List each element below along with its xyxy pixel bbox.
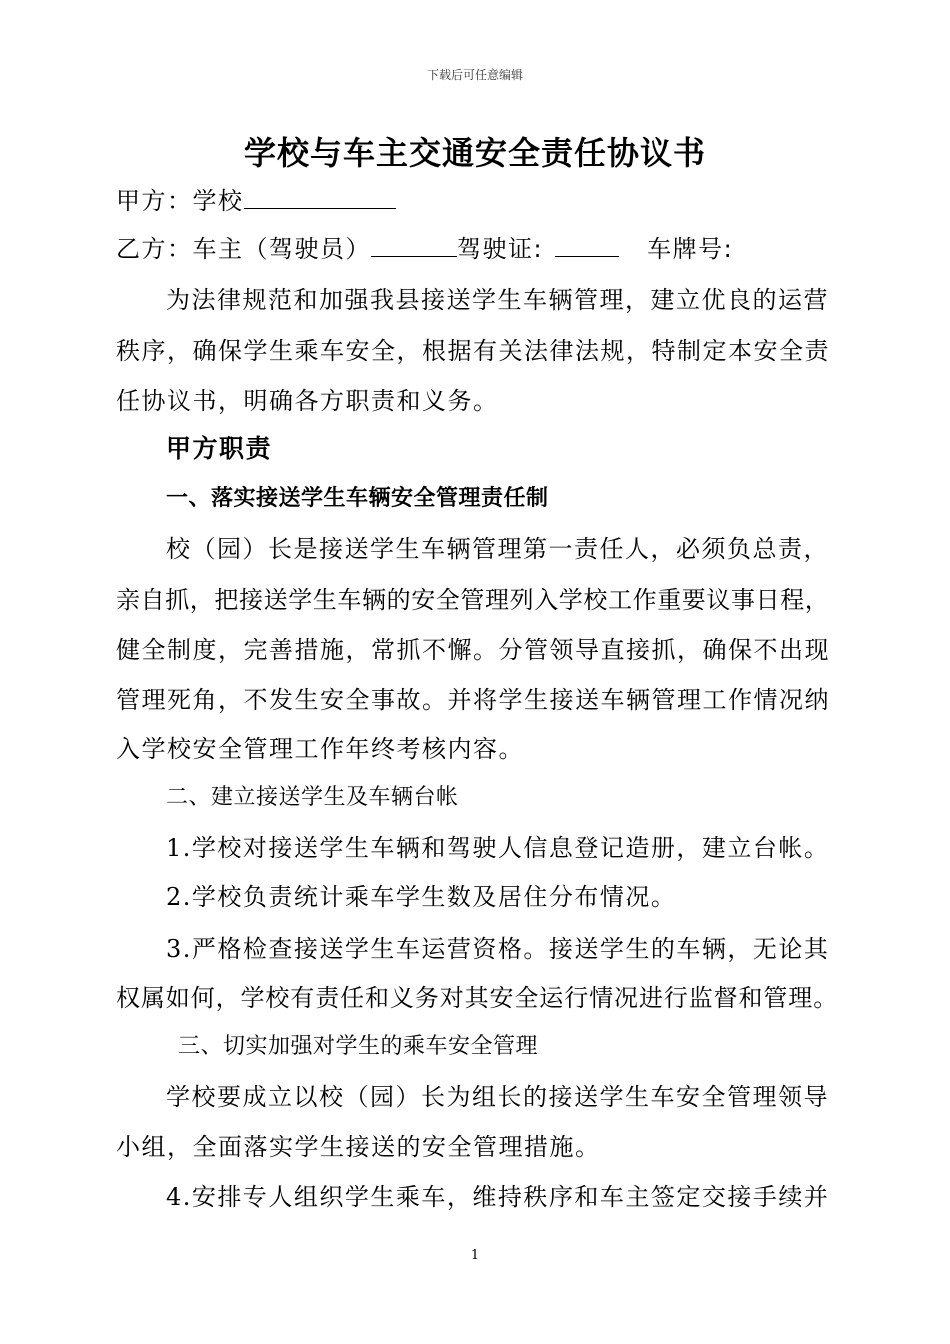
party-a-value: 学校 [192,187,244,215]
party-b-license-blank [555,234,619,257]
paragraph-line: 健全制度，完善措施，常抓不懈。分管领导直接抓，确保不出现 [116,636,830,664]
paragraph-line: 管理死角，不发生安全事故。并将学生接送车辆管理工作情况纳 [116,686,830,714]
intro-line: 为法律规范和加强我县接送学生车辆管理，建立优良的运营 [166,286,829,314]
page-number: 1 [470,1248,480,1263]
party-a-blank [244,186,396,209]
section-heading-party-a: 甲方职责 [166,434,273,463]
intro-line: 秩序，确保学生乘车安全，根据有关法律法规，特制定本安全责 [116,337,830,365]
party-b-plate: 车牌号: [647,235,734,263]
paragraph-line: 亲自抓，把接送学生车辆的安全管理列入学校工作重要议事日程， [116,586,830,614]
paragraph-line: 3.严格检查接送学生车运营资格。接送学生的车辆，无论其 [166,935,830,963]
paragraph-line: 1.学校对接送学生车辆和驾驶人信息登记造册，建立台帐。 [166,834,830,862]
document-title: 学校与车主交通安全责任协议书 [243,134,706,172]
paragraph-line: 2.学校负责统计乘车学生数及居住分布情况。 [166,883,677,911]
header-note: 下载后可任意编辑 [426,68,523,82]
party-b-owner-blank [371,234,457,257]
paragraph-line: 入学校安全管理工作年终考核内容。 [116,735,524,763]
party-a-label: 甲方： [116,187,193,215]
intro-line: 任协议书，明确各方职责和义务。 [116,387,499,415]
paragraph-line: 4.安排专人组织学生乘车，维持秩序和车主签定交接手续并 [166,1183,830,1211]
party-b-line [116,234,836,264]
heading-3: 三、切实加强对学生的乘车安全管理 [178,1034,539,1059]
party-a-line [116,186,836,216]
paragraph-line: 权属如何，学校有责任和义务对其安全运行情况进行监督和管理。 [116,984,839,1012]
party-b-label: 乙方： [116,235,193,263]
paragraph-line: 小组，全面落实学生接送的安全管理措施。 [116,1133,601,1161]
paragraph-line: 校（园）长是接送学生车辆管理第一责任人，必须负总责， [166,535,829,563]
paragraph-line: 学校要成立以校（园）长为组长的接送学生车安全管理领导 [166,1083,829,1111]
heading-1: 一、落实接送学生车辆安全管理责任制 [166,486,549,511]
party-b-owner: 车主（驾驶员） [192,235,371,263]
heading-2: 二、建立接送学生及车辆台帐 [166,785,459,810]
party-b-license: 驾驶证: [457,235,544,263]
